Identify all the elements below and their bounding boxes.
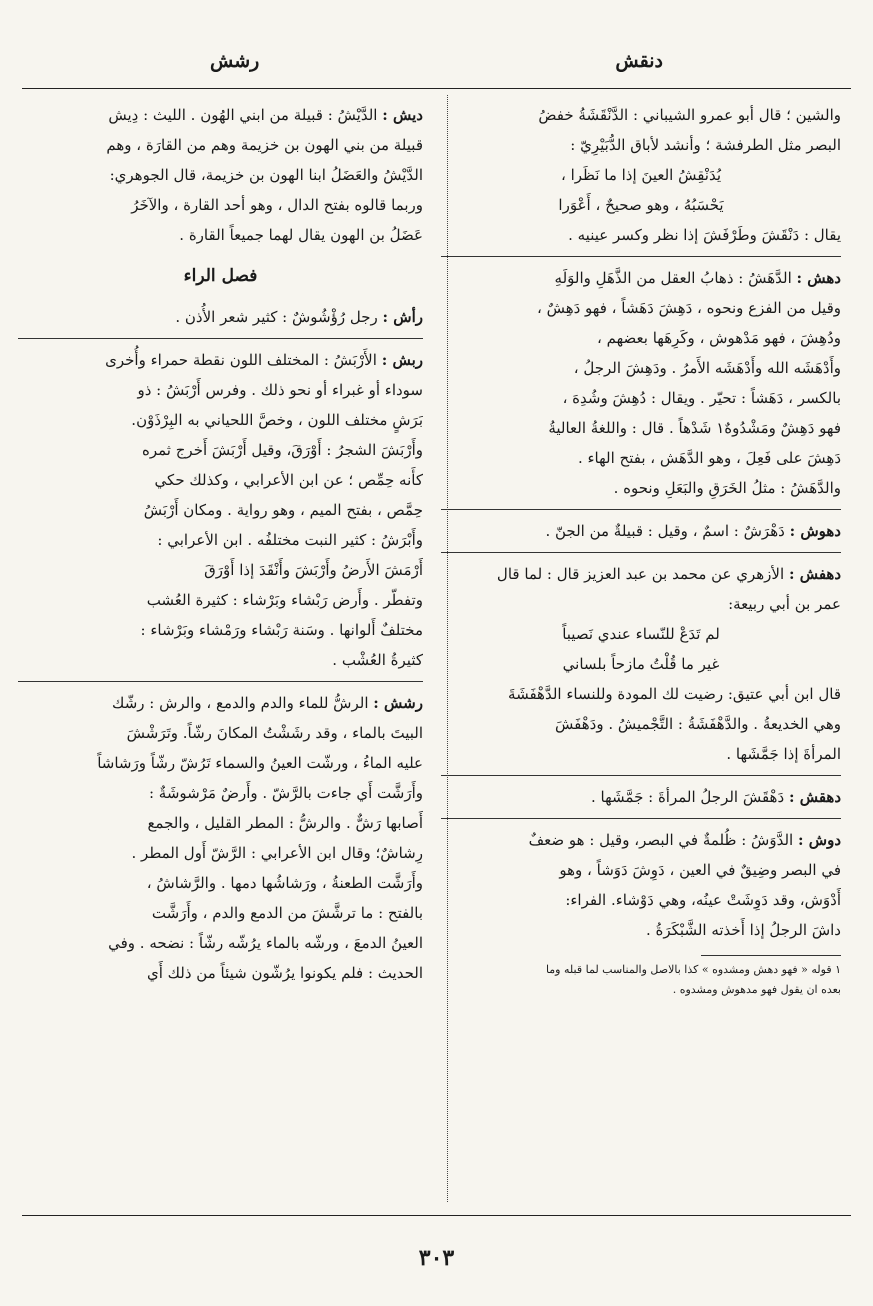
text-line	[18, 130, 423, 160]
line-text: فهو دَهِشٌ ومَشْدُوهٌ١ شَدْهاً . قال : واللغةُ العاليةُ	[548, 419, 841, 437]
line-text: بَرَشٍ مختلف اللون ، وخصَّ اللحياني به البِرْذَوْن.	[131, 411, 423, 429]
text-line	[18, 190, 423, 220]
headword: ربش :	[381, 351, 423, 369]
text-line	[441, 323, 841, 353]
verse-line: لم تَدَعْ للنّساء عندي نَصيباً	[562, 625, 720, 643]
verse-line: يُدَنْقِشُ العينَ إذا ما نَظَرا ،	[560, 166, 722, 184]
text-line	[18, 898, 423, 928]
line-text: العينُ الدمعَ ، ورشّه بالماء يرُشّه رشّاً : نضحه . وفي	[108, 934, 423, 952]
line-text: عمر بن أبي ربيعة:	[728, 595, 841, 613]
entry-separator	[18, 338, 423, 339]
line-text: عَضَلُ بن الهون يقال لهما جميعاً القارة .	[179, 226, 423, 244]
verse-line: غير ما قُلْتُ مازحاً بلساني	[562, 655, 720, 673]
line-text: بالفتح : ما ترشَّشَ من الدمع والدم ، وأَرَشَّت	[151, 904, 423, 922]
text-line	[18, 495, 423, 525]
line-text: وأَدْهَشَه الله وأَدْهَشَه الأَمرُ . ودَهِشَ الرجلُ ،	[573, 359, 841, 377]
line-text: قبيلة من بني الهون بن خزيمة وهم من القارَة ، وهم	[106, 136, 423, 154]
line-text: أَدْوَش، وقد دَوِشَتْ عينُه، وهي دَوْشاء. الفراء:	[565, 891, 841, 909]
line-text: وأَرَشَّت الطعنةُ ، ورَشاشُها دمها . والرَّشاشُ ،	[146, 874, 423, 892]
line-text: داشَ الرجلُ إذا أَخذته الشَّبْكَرَةُ .	[645, 921, 841, 939]
text-line	[18, 160, 423, 190]
entry-first-line	[441, 825, 841, 855]
text-line	[441, 915, 841, 945]
headword: رأش :	[382, 308, 423, 326]
text-line	[441, 413, 841, 443]
text-line	[441, 130, 841, 160]
line-text: والشين ؛ قال أبو عمرو الشيباني : الدَّنْقَشَةُ خفضُ	[538, 106, 841, 124]
entry-separator	[441, 552, 841, 553]
line-text: الدَّيْشُ : قبيلة من ابني الهُون . الليث : دِيش	[108, 106, 378, 124]
line-text: وتفطّر . وأَرض رَبْشاء وبَرْشاء : كثيرة العُشب	[146, 591, 423, 609]
text-line	[441, 709, 841, 739]
text-line	[18, 838, 423, 868]
footnote-rule	[701, 955, 841, 956]
entry-separator	[441, 256, 841, 257]
text-line	[441, 100, 841, 130]
line-text: البصر مثل الطرفشة ؛ وأنشد لأباق الدُّبَيْرِيّ :	[570, 136, 841, 154]
entry-separator	[441, 818, 841, 819]
left-column	[18, 100, 423, 1210]
line-text: أَصابها رَشٌّ . والرشُّ : المطر القليل ، والجمع	[147, 814, 423, 832]
text-line	[441, 855, 841, 885]
text-line	[18, 220, 423, 250]
text-line	[441, 885, 841, 915]
line-text: الحديث : فلم يكونوا يرُشّون شيئاً من ذلك أَي	[146, 964, 423, 982]
line-text: وأَرْبَشَ الشجرُ : أَوْرَقَ، وقيل أَرْبَشَ أَخرج ثمره	[142, 441, 423, 459]
line-text: دَهِشَ على فَعِلَ ، وهو الدَّهَش ، بفتح الهاء .	[577, 449, 841, 467]
line-text: البيتَ بالماء ، وقد رشَشْتُ المكانَ رشّاً. وتَرَشْشَ	[126, 724, 423, 742]
line-text: الدَّيْشُ والعَضَلُ ابنا الهون بن خزيمة، قال الجوهري:	[109, 166, 423, 184]
text-line	[441, 473, 841, 503]
footnote-line: بعده ان يقول فهو مدهوش ومشدوه .	[672, 983, 841, 996]
text-line	[441, 220, 841, 250]
line-text: مختلفٌ أَلوانها . وسَنة رَبْشاء ورَمْشاء وبَرْشاء :	[140, 621, 423, 639]
line-text: وأَرَشَّت أَي جاءت بالرَّشّ . وأَرضٌ مَرْشوشَةٌ :	[148, 784, 423, 802]
entry-first-line	[18, 345, 423, 375]
text-line	[18, 808, 423, 838]
line-text: بالكسر ، دَهَشاً : تحيّر . ويقال : دُهِشَ وشُدِهَ ،	[562, 389, 841, 407]
entry-first-line	[441, 263, 841, 293]
line-text: الأَرْبَشُ : المختلف اللون نقطة حمراء وأُخرى	[105, 351, 377, 369]
line-text: دَهْرَشٌ : اسمٌ ، وقيل : قبيلةٌ من الجنّ .	[545, 522, 785, 540]
line-text: والدَّهَشُ : مثلُ الخَرَقِ والبَعَلِ ونحوه .	[613, 479, 841, 497]
line-text: وقيل من الفزع ونحوه ، دَهِشَ دَهَشاً ، فهو دَهِشٌ ،	[536, 299, 841, 317]
text-line	[18, 615, 423, 645]
entry-first-line	[18, 688, 423, 718]
line-text: الأزهري عن محمد بن عبد العزيز قال : لما قال	[496, 565, 785, 583]
text-line	[18, 928, 423, 958]
headword: ديش :	[382, 106, 423, 124]
entry-first-line	[18, 302, 423, 332]
headword: دهش :	[796, 269, 841, 287]
text-line	[18, 375, 423, 405]
text-line	[441, 353, 841, 383]
text-line	[18, 585, 423, 615]
text-line	[441, 383, 841, 413]
line-text: في البصر وضِيقٌ في العين ، دَوِشَ دَوَشاً ، وهو	[559, 861, 841, 879]
header-left-word: رشش	[210, 50, 260, 72]
text-line	[18, 555, 423, 585]
line-text: سوداء أو غبراء أو نحو ذلك . وفرس أَرْبَشُ : ذو	[137, 381, 423, 399]
bottom-rule	[22, 1215, 851, 1216]
line-text: عليه الماءُ ، ورشّت العينُ والسماء تَرُشّ رشّاً ورَشاشاً	[97, 754, 423, 772]
text-line	[18, 645, 423, 675]
line-text: دَهْقَشَ الرجلُ المرأةَ : جَمَّشَها .	[591, 788, 785, 806]
page-number: ٣٠٣	[418, 1245, 455, 1271]
headword: دهفش :	[788, 565, 841, 583]
text-line	[441, 739, 841, 769]
headword: دهوش :	[789, 522, 841, 540]
text-line	[441, 679, 841, 709]
line-text: كأَنه حِمِّص ؛ عن ابن الأعرابي ، وكذلك حكي	[154, 471, 423, 489]
text-line	[441, 589, 841, 619]
entry-separator	[441, 509, 841, 510]
entry-separator	[441, 775, 841, 776]
text-line	[18, 435, 423, 465]
footnote-line: ١ قوله « فهو دهش ومشدوه » كذا بالاصل والمناسب لما قبله وما	[545, 963, 841, 976]
line-text: وأَبْرَشُ : كثير النبت مختلفُه . ابن الأعرابي :	[157, 531, 423, 549]
text-line	[18, 718, 423, 748]
section-title: فصل الراء	[183, 266, 258, 286]
text-line	[18, 868, 423, 898]
line-text: ودُهِشَ ، فهو مَدْهوش ، وكَرِهَها بعضهم ،	[597, 329, 841, 347]
entry-first-line	[441, 559, 841, 589]
line-text: المرأةَ إذا جَمَّشَها .	[726, 745, 841, 763]
text-line	[18, 778, 423, 808]
text-line	[441, 443, 841, 473]
text-line	[18, 958, 423, 988]
entry-separator	[18, 681, 423, 682]
text-line	[18, 465, 423, 495]
text-line	[441, 293, 841, 323]
line-text: الدَّوَشُ : ظُلمةٌ في البصر، وقيل : هو ضعفٌ	[528, 831, 794, 849]
verse-line: يَحْسَبُهُ ، وهو صحيحٌ ، أَعْوَرا	[558, 196, 724, 214]
line-text: أَرْمَشَ الأَرضُ وأَرْبَشَ وأَنْقَدَ إذا أَوْرَقَ	[204, 561, 423, 579]
line-text: كثيرةُ العُشْب .	[332, 651, 423, 669]
headword: رشش :	[373, 694, 423, 712]
top-rule	[22, 88, 851, 89]
line-text: رجل رُؤْشُوشٌ : كثير شعر الأُذن .	[175, 308, 378, 326]
line-text: الرشُّ للماء والدم والدمع ، والرش : رشّك	[112, 694, 369, 712]
line-text: وربما قالوه بفتح الدال ، وهو أحد القارة ، والآخَرُ	[131, 196, 423, 214]
line-text: حِمَّص ، بفتح الميم ، وهو رواية . ومكان أَرْبَشُ	[143, 501, 423, 519]
line-text: الدَّهَشُ : ذهابُ العقل من الذَّهَلِ والوَلَهِ	[554, 269, 792, 287]
entry-first-line	[441, 782, 841, 812]
header-right-word: دنقش	[615, 50, 663, 72]
line-text: رِشاشٌ؛ وقال ابن الأعرابي : الرَّشّ أَول المطر .	[131, 844, 423, 862]
text-line	[18, 525, 423, 555]
text-line	[18, 405, 423, 435]
line-text: قال ابن أبي عتيق: رضيت لك المودة وللنساء الدَّهْفَشَةَ	[508, 685, 841, 703]
right-column	[441, 100, 841, 1210]
line-text: وهي الخديعةُ . والدَّهْفَشَةُ : التَّجْميشُ . ودَهْفَشَ	[555, 715, 841, 733]
line-text: يقال : دَنْقَشَ وطَرْفَشَ إذا نظر وكسر عينيه .	[568, 226, 841, 244]
entry-first-line	[441, 516, 841, 546]
entry-first-line	[18, 100, 423, 130]
headword: دوش :	[798, 831, 841, 849]
text-line	[18, 748, 423, 778]
headword: دهقش :	[788, 788, 841, 806]
